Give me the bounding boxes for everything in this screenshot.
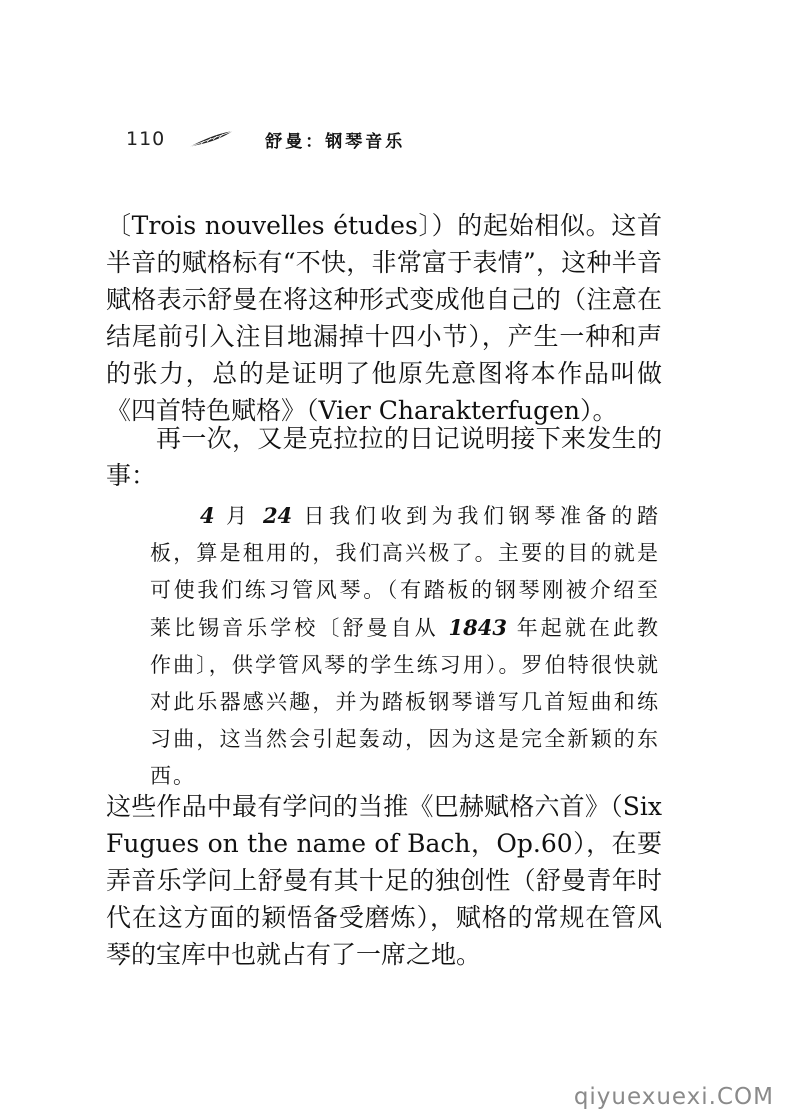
page-number: 110 [126, 128, 166, 150]
running-head [126, 124, 405, 154]
quote-month-word: 月 [225, 504, 252, 528]
quote-month: 4 [200, 503, 215, 528]
paragraph-1: 〔Trois nouvelles études〕）的起始相似。这首半音的赋格标有“不快，非常富于表情”，这种半音赋格表示舒曼在将这种形式变成他自己的（注意在结尾前引入注目地漏掉十四小节），产生一种和声的张力，总的是证明了他原先意图将本作品叫做《四首特色赋格》（Vier Charakterfugen）。 [106, 211, 662, 425]
watermark: qiyuexuexi.COM [573, 1084, 774, 1110]
quote-day: 24 [262, 503, 293, 528]
quote-text-b: 年起就在此教作曲〕，供学管风琴的学生练习用）。罗伯特很快就对此乐器感兴趣，并为踏板钢琴谱写几首短曲和练习曲，这当然会引起轰动，因为这是完全新颖的东西。 [150, 616, 661, 788]
running-title: 舒曼：钢琴音乐 [265, 131, 406, 152]
quote-text-a: 日我们收到为我们钢琴准备的踏板，算是租用的，我们高兴极了。主要的目的就是可使我们练习管风琴。（有踏板的钢琴刚被介绍至莱比锡音乐学校〔舒曼自从 [150, 504, 660, 640]
paragraph-2: 再一次，又是克拉拉的日记说明接下来发生的事： [106, 424, 662, 490]
feather-icon [187, 129, 235, 149]
quote-year: 1843 [448, 615, 507, 640]
diary-quote [150, 497, 660, 795]
paragraph-3: 这些作品中最有学问的当推《巴赫赋格六首》（Six Fugues on the name of Bach，Op.60），在要弄音乐学问上舒曼有其十足的独创性（舒曼青年时代在这方面的颖悟备受磨炼），赋格的常规在管风琴的宝库中也就占有了一席之地。 [106, 792, 662, 969]
